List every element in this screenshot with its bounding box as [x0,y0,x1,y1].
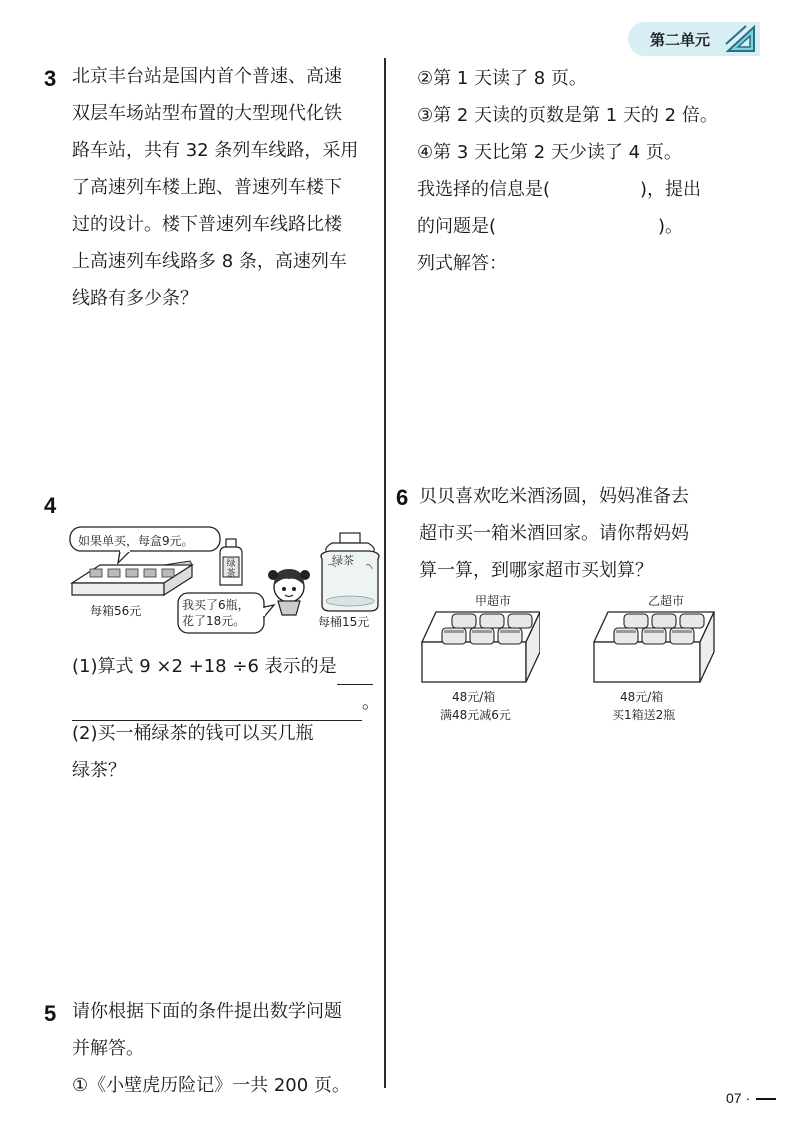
q5-condition-3: ③第 2 天读的页数是第 1 天的 2 倍。 [417,105,718,126]
q4-part1 [72,648,373,685]
store-b-name: 乙超市 [648,594,685,608]
q5-condition-4: ④第 3 天比第 2 天少读了 4 页。 [417,142,682,163]
store-a-crate [420,608,540,684]
q5-question-line: 的问题是( )。 [417,216,684,237]
q5-choice-line: 我选择的信息是( )，提出 [417,179,702,200]
q3-line: 路车站，共有 32 条列车线路，采用 [72,140,359,161]
store-a-promo: 满48元减6元 [440,708,511,722]
store-b-crate [592,608,716,684]
bucket-label: 绿茶 [332,554,354,567]
store-b-price: 48元/箱 [620,690,664,704]
q3-line: 线路有多少条？ [72,288,198,309]
q5-line: 并解答。 [72,1038,144,1059]
column-divider [384,58,386,1088]
q6-line: 算一算，到哪家超市买划算？ [419,560,653,581]
q5-condition-1: ①《小壁虎历险记》一共 200 页。 [72,1075,350,1096]
question-number-5: 5 [44,1001,57,1026]
q3-line: 了高速列车楼上跑、普速列车楼下 [72,177,342,198]
question-number-3: 3 [44,66,57,91]
triangle-ruler-icon [724,24,758,54]
page-number-text: 07 · [725,1090,751,1106]
q6-line: 贝贝喜欢吃米酒汤圆，妈妈准备去 [419,486,689,507]
bottle-label: 绿茶 [226,559,236,579]
page-number-rule [756,1098,776,1100]
bubble-single-price: 如果单买，每盒9元。 [78,534,194,548]
bubble-bought-line1: 我买了6瓶， [182,598,250,612]
bubble-bought-line2: 花了18元。 [182,614,246,628]
q4-part1-text: (1)算式 9 ×2 +18 ÷6 表示的是 [72,656,337,677]
question-number-4: 4 [44,493,57,518]
page-number [726,1090,776,1106]
store-b-promo: 买1箱送2瓶 [612,708,676,722]
q6-line: 超市买一箱米酒回家。请你帮妈妈 [419,523,689,544]
q3-line: 北京丰台站是国内首个普速、高速 [72,66,342,87]
unit-label: 第二单元 [650,31,711,49]
q3-line: 过的设计。楼下普速列车线路比楼 [72,214,342,235]
q5-condition-2: ②第 1 天读了 8 页。 [417,68,587,89]
store-a-name: 甲超市 [475,594,512,608]
q4-part2-line1: (2)买一桶绿茶的钱可以买几瓶 [72,723,314,744]
answer-blank[interactable] [337,663,373,685]
q4-part2-line2: 绿茶？ [72,760,126,781]
store-a-price: 48元/箱 [452,690,496,704]
question-number-6: 6 [396,485,409,510]
q4-part1-end: 。 [362,692,380,713]
box-price: 每箱56元 [90,604,142,618]
unit-header-tab [628,22,760,56]
bucket-price: 每桶15元 [318,615,370,629]
q5-answer-label: 列式解答： [417,253,507,274]
q3-line: 双层车场站型布置的大型现代化铁 [72,103,342,124]
q5-line: 请你根据下面的条件提出数学问题 [72,1001,342,1022]
q3-line: 上高速列车线路多 8 条，高速列车 [72,251,347,272]
